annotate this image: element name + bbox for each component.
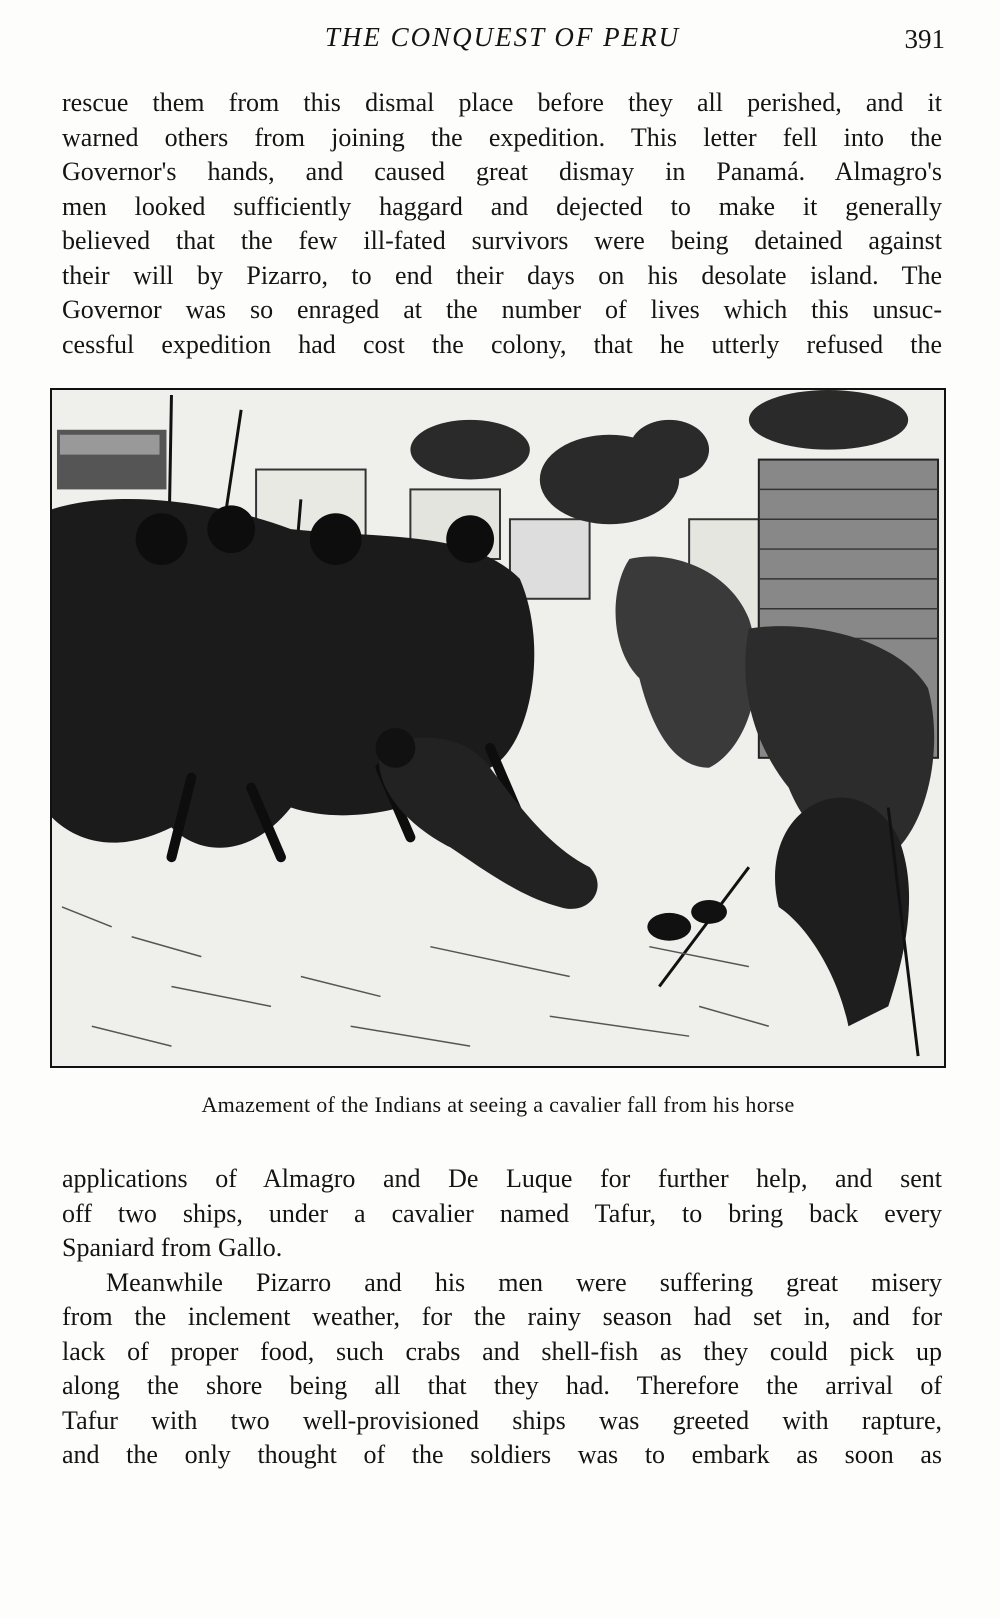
body-text-bottom	[62, 1162, 942, 1473]
illustration	[50, 388, 946, 1068]
running-head	[60, 22, 945, 58]
text-line: lack of proper food, such crabs and shell-fish as they could pick up	[62, 1336, 942, 1366]
text-line: their will by Pizarro, to end their days on his desolate island. The	[62, 260, 942, 290]
text-line: along the shore being all that they had. Therefore the arrival of	[62, 1371, 942, 1400]
text-line: believed that the few ill-fated survivors were being detained against	[62, 226, 942, 255]
paragraph	[62, 1266, 942, 1473]
text-line: cessful expedition had cost the colony, that he utterly refused the	[62, 329, 942, 359]
text-line: Governor was so enraged at the number of lives which this unsuc-	[62, 295, 942, 324]
text-line: off two ships, under a cavalier named Tafur, to bring back every	[62, 1198, 942, 1228]
text-line: and the only thought of the soldiers was to embark as soon as	[62, 1440, 942, 1469]
text-line: from the inclement weather, for the rainy season had set in, and for	[62, 1302, 942, 1331]
running-title: THE CONQUEST OF PERU	[324, 22, 681, 52]
text-line: rescue them from this dismal place before they all perished, and it	[62, 88, 942, 117]
text-line: men looked sufficiently haggard and dejected to make it generally	[62, 191, 942, 221]
page-number: 391	[904, 24, 945, 54]
text-line: Tafur with two well-provisioned ships was greeted with rapture,	[62, 1405, 942, 1435]
paragraph-continued	[62, 86, 942, 362]
illustration-drawing	[52, 390, 944, 1066]
text-line: Governor's hands, and caused great dismay in Panamá. Almagro's	[62, 157, 942, 186]
text-line: applications of Almagro and De Luque for further help, and sent	[62, 1164, 942, 1193]
text-line: Meanwhile Pizarro and his men were suffering great misery	[106, 1267, 942, 1297]
body-text-top	[62, 86, 942, 362]
text-line: warned others from joining the expedition. This letter fell into the	[62, 122, 942, 152]
figure-caption: Amazement of the Indians at seeing a cavalier fall from his horse	[201, 1092, 795, 1117]
paragraph	[62, 1162, 942, 1266]
text-line: Spaniard from Gallo.	[62, 1233, 283, 1262]
